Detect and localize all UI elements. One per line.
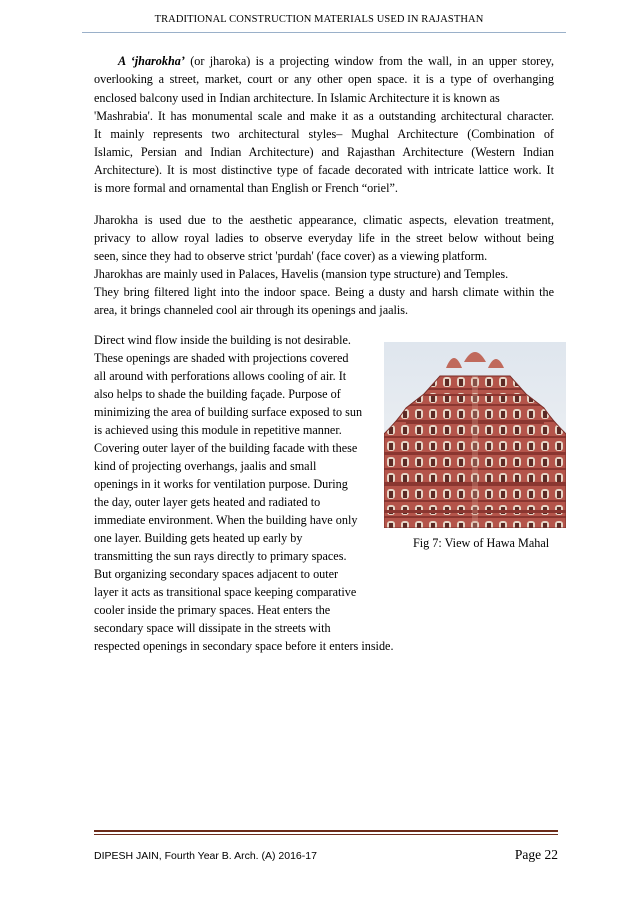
para3-line-10: the day, outer layer gets heated and radiated to (94, 495, 321, 509)
para3-line-7: Covering outer layer of the building facade with these (94, 441, 358, 455)
figure-caption: Fig 7: View of Hawa Mahal (413, 536, 550, 550)
para3-line-18: respected openings in secondary space before it enters inside. (94, 639, 394, 653)
footer-author: DIPESH JAIN, Fourth Year B. Arch. (A) 2016-17 (94, 850, 317, 862)
para3-line-12: one layer. Building gets heated up early by (94, 531, 303, 545)
para3-line-3: all around with perforations allows cooling of air. It (94, 369, 347, 383)
para3-line-17: secondary space will dissipate in the streets with (94, 621, 331, 635)
para3-line-5: minimizing the area of building surface exposed to sun (94, 405, 363, 419)
para3-line-8: kind of projecting overhangs, jaalis and small (94, 459, 317, 473)
jharokha-term: A ‘jharokha’ (118, 54, 185, 68)
para3-line-11: immediate environment. When the building have only (94, 513, 358, 527)
para1-line-8: is more formal and ornamental than English or French “oriel”. (94, 181, 398, 195)
para2-line-4: Jharokhas are mainly used in Palaces, Havelis (mansion type structure) and Temples. (94, 267, 509, 281)
para3-line-15: layer it acts as transitional space keeping comparative (94, 585, 357, 599)
para1-line-2: overlooking a street, market, court or any other open space. it is a type of overhanging (94, 72, 554, 86)
para1-line-3: enclosed balcony used in Indian architecture. In Islamic Architecture it is known as (94, 91, 500, 105)
para3-line-2: These openings are shaded with projections covered (94, 351, 349, 365)
para1-line-4: 'Mashrabia'. It has monumental scale and make it as a outstanding architectural character. (94, 109, 554, 123)
para2-line-6: area, it brings channeled cool air through its openings and jaalis. (94, 303, 409, 317)
footer-divider-thick (94, 830, 558, 832)
page-number: Page 22 (514, 847, 558, 862)
para2-line-5: They bring filtered light into the indoor space. Being a dusty and harsh climate within the (94, 285, 554, 299)
page-header: TRADITIONAL CONSTRUCTION MATERIALS USED IN RAJASTHAN (154, 14, 484, 25)
para3-line-1: Direct wind flow inside the building is not desirable. (94, 333, 351, 347)
para2-line-1: Jharokha is used due to the aesthetic appearance, climatic aspects, elevation treatment, (94, 213, 554, 227)
para1-line-1: A ‘jharokha’ (or jharoka) is a projecting window from the wall, in an upper storey, (118, 54, 554, 68)
para1-line-6: Islamic, Persian and Indian Architecture) and Rajasthan Architecture (Western Indian (94, 145, 554, 159)
para3-line-6: is achieved using this module in repetitive manner. (94, 423, 342, 437)
para1-line-7: Architecture). It is most distinctive type of facade decorated with intricate lattice work. It (94, 163, 554, 177)
para2-line-2: privacy to allow royal ladies to observe everyday life in the street below without being (94, 231, 554, 245)
para2-line-3: seen, since they had to observe strict 'purdah' (face cover) as a viewing platform. (94, 249, 488, 263)
footer-divider-thin (94, 834, 558, 835)
hawa-mahal-photo (384, 342, 566, 528)
para3-line-14: But organizing secondary spaces adjacent to outer (94, 567, 339, 581)
para3-line-9: openings in it works for ventilation purpose. During (94, 477, 348, 491)
para3-line-13: transmitting the sun rays directly to primary spaces. (94, 549, 347, 563)
header-divider (82, 32, 566, 33)
para1-line-5: It mainly represents two architectural styles– Mughal Architecture (Combination of (94, 127, 554, 141)
para3-line-4: also helps to shade the building façade. Purpose of (94, 387, 341, 401)
para3-line-16: cooler inside the primary spaces. Heat enters the (94, 603, 331, 617)
